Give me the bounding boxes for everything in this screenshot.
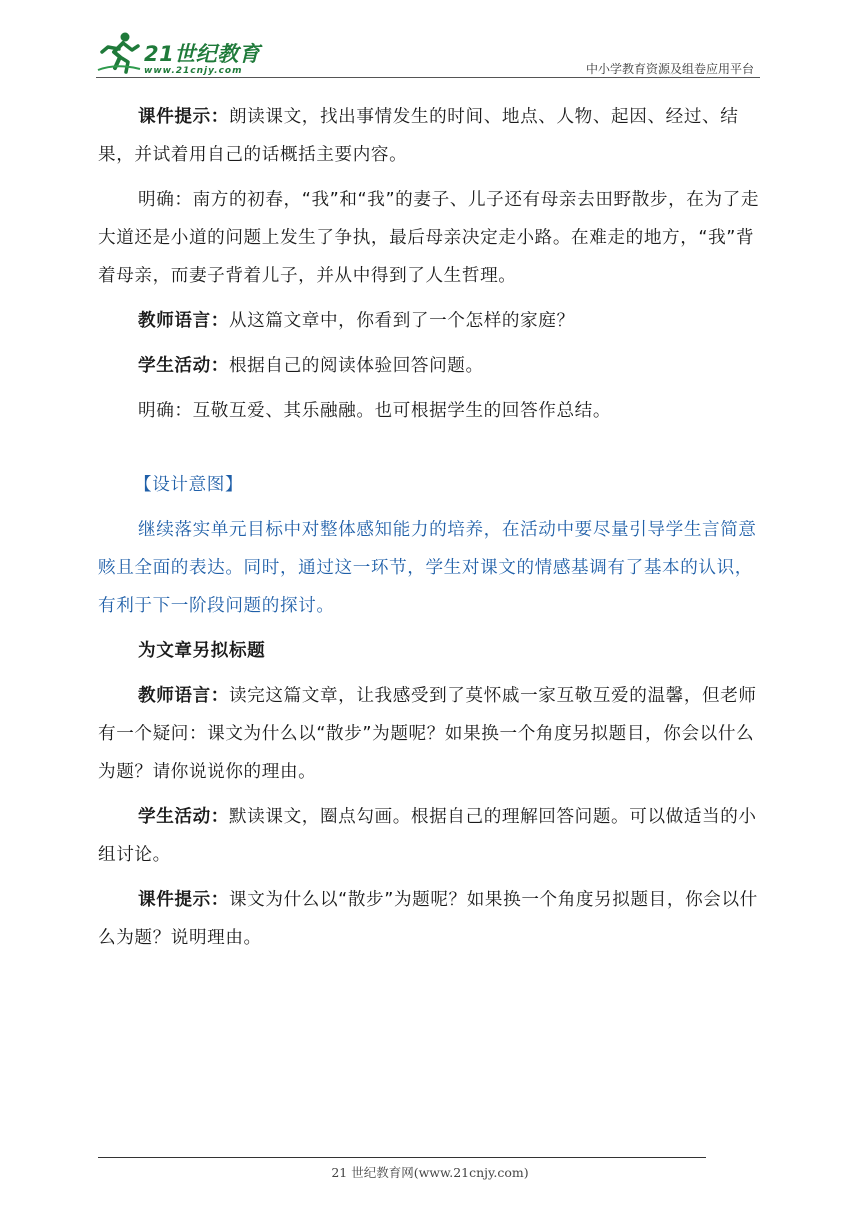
runner-logo-icon bbox=[96, 30, 142, 76]
paragraph bbox=[98, 392, 762, 430]
section-title: 为文章另拟标题 bbox=[138, 641, 266, 661]
paragraph-text: 读完这篇文章，让我感受到了莫怀戚一家互敬互爱的温馨，但老师有一个疑问：课文为什么以“散步”为题呢？如果换一个角度另拟题目，你会以什么为题？请你说说你的理由。 bbox=[98, 686, 757, 782]
paragraph-text: 朗读课文，找出事情发生的时间、地点、人物、起因、经过、结果，并试着用自己的话概括主要内容。 bbox=[98, 107, 739, 165]
paragraph bbox=[98, 181, 762, 295]
logo-url: www.21cnjy.com bbox=[144, 66, 243, 76]
paragraph-label: 教师语言： bbox=[138, 311, 229, 331]
paragraph-text: 从这篇文章中，你看到了一个怎样的家庭？ bbox=[228, 311, 575, 331]
design-intent-title: 【设计意图】 bbox=[134, 475, 244, 495]
paragraph bbox=[98, 347, 762, 385]
document-body bbox=[98, 98, 762, 964]
header-divider bbox=[96, 77, 760, 78]
logo-title: 21世纪教育 bbox=[144, 42, 261, 66]
paragraph bbox=[98, 98, 762, 174]
paragraph-label: 课件提示： bbox=[138, 107, 229, 127]
paragraph-text: 明确：南方的初春，“我”和“我”的妻子、儿子还有母亲去田野散步，在为了走大道还是小道的问题上发生了争执，最后母亲决定走小路。在难走的地方，“我”背着母亲，而妻子背着儿子，并从中得到了人生哲理。 bbox=[98, 190, 760, 286]
paragraph-label: 课件提示： bbox=[138, 890, 229, 910]
header-platform-text: 中小学教育资源及组卷应用平台 bbox=[585, 62, 754, 76]
footer-text: 21 世纪教育网(www.21cnjy.com) bbox=[331, 1165, 529, 1180]
paragraph bbox=[98, 798, 762, 874]
footer-divider bbox=[98, 1157, 706, 1158]
spacer bbox=[98, 437, 762, 466]
paragraph bbox=[98, 881, 762, 957]
paragraph-label: 教师语言： bbox=[138, 686, 229, 706]
paragraph bbox=[98, 677, 762, 791]
paragraph-text: 明确：互敬互爱、其乐融融。也可根据学生的回答作总结。 bbox=[138, 401, 612, 421]
paragraph bbox=[98, 302, 762, 340]
brand-logo bbox=[96, 30, 260, 76]
paragraph-label: 学生活动： bbox=[138, 356, 229, 376]
paragraph-text: 根据自己的阅读体验回答问题。 bbox=[228, 356, 484, 376]
design-intent-text: 继续落实单元目标中对整体感知能力的培养，在活动中要尽量引导学生言简意赅且全面的表达。同时，通过这一环节，学生对课文的情感基调有了基本的认识，有利于下一阶段问题的探讨。 bbox=[98, 520, 757, 616]
paragraph-text: 课文为什么以“散步”为题呢？如果换一个角度另拟题目，你会以什么为题？说明理由。 bbox=[98, 890, 758, 948]
paragraph-text: 默读课文，圈点勾画。根据自己的理解回答问题。可以做适当的小组讨论。 bbox=[98, 807, 757, 865]
page-header bbox=[96, 28, 760, 80]
paragraph-label: 学生活动： bbox=[138, 807, 229, 827]
